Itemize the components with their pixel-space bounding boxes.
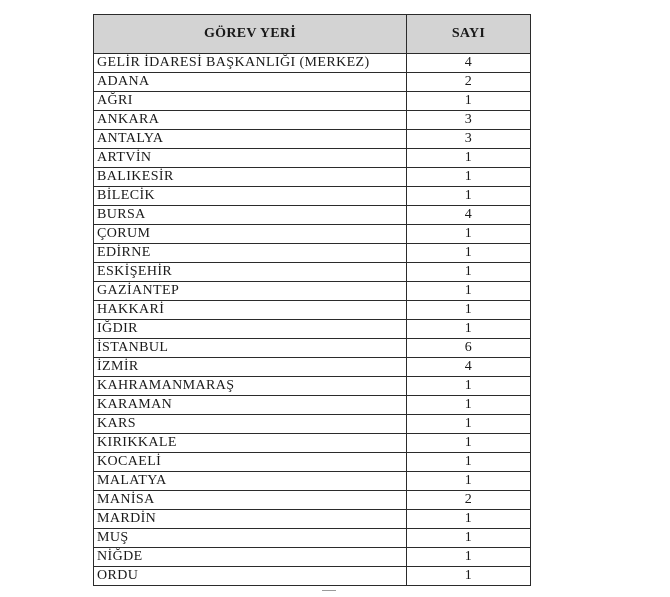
location-cell: IĞDIR [94,320,407,339]
count-cell: 4 [407,206,531,225]
table-row [94,206,531,225]
location-cell: MALATYA [94,472,407,491]
table-row [94,434,531,453]
count-cell: 1 [407,187,531,206]
count-cell: 1 [407,320,531,339]
location-cell: KARS [94,415,407,434]
table-row [94,529,531,548]
table-row [94,472,531,491]
count-cell: 2 [407,491,531,510]
count-cell: 2 [407,73,531,92]
count-cell: 1 [407,168,531,187]
table-row [94,149,531,168]
location-cell: ADANA [94,73,407,92]
count-cell: 1 [407,510,531,529]
table-row [94,282,531,301]
document-page [93,14,531,586]
table-row [94,168,531,187]
table-row [94,510,531,529]
location-cell: KAHRAMANMARAŞ [94,377,407,396]
location-cell: ANKARA [94,111,407,130]
location-cell: İSTANBUL [94,339,407,358]
count-cell: 1 [407,567,531,586]
count-cell: 1 [407,377,531,396]
location-cell: İZMİR [94,358,407,377]
header-count: SAYI [407,15,531,54]
location-cell: MUŞ [94,529,407,548]
count-cell: 1 [407,396,531,415]
table-header-row [94,15,531,54]
location-cell: GAZİANTEP [94,282,407,301]
table-row [94,225,531,244]
location-cell: BALIKESİR [94,168,407,187]
table-row [94,358,531,377]
location-cell: NİĞDE [94,548,407,567]
count-cell: 3 [407,111,531,130]
page-edge-mark [322,590,336,595]
location-cell: MARDİN [94,510,407,529]
table-row [94,491,531,510]
count-cell: 1 [407,282,531,301]
table-row [94,396,531,415]
table-row [94,377,531,396]
location-cell: ÇORUM [94,225,407,244]
table-row [94,54,531,73]
count-cell: 1 [407,92,531,111]
count-cell: 1 [407,149,531,168]
count-cell: 4 [407,358,531,377]
count-cell: 1 [407,453,531,472]
table-row [94,415,531,434]
location-cell: KARAMAN [94,396,407,415]
count-cell: 1 [407,434,531,453]
location-cell: HAKKARİ [94,301,407,320]
location-cell: AĞRI [94,92,407,111]
table-row [94,567,531,586]
table-row [94,320,531,339]
location-cell: BURSA [94,206,407,225]
header-location: GÖREV YERİ [94,15,407,54]
table-row [94,453,531,472]
location-cell: EDİRNE [94,244,407,263]
location-cell: ESKİŞEHİR [94,263,407,282]
table-body [94,54,531,586]
count-cell: 1 [407,548,531,567]
location-cell: BİLECİK [94,187,407,206]
count-cell: 1 [407,263,531,282]
location-cell: GELİR İDARESİ BAŞKANLIĞI (MERKEZ) [94,54,407,73]
count-cell: 4 [407,54,531,73]
location-cell: ANTALYA [94,130,407,149]
location-cell: MANİSA [94,491,407,510]
location-cell: ARTVİN [94,149,407,168]
count-cell: 3 [407,130,531,149]
table-row [94,111,531,130]
count-cell: 1 [407,415,531,434]
table-row [94,73,531,92]
assignment-table [93,14,531,586]
location-cell: KOCAELİ [94,453,407,472]
count-cell: 1 [407,529,531,548]
table-row [94,339,531,358]
table-row [94,263,531,282]
table-row [94,187,531,206]
table-row [94,301,531,320]
table-row [94,244,531,263]
count-cell: 1 [407,472,531,491]
location-cell: KIRIKKALE [94,434,407,453]
count-cell: 6 [407,339,531,358]
count-cell: 1 [407,244,531,263]
table-row [94,548,531,567]
count-cell: 1 [407,225,531,244]
table-row [94,130,531,149]
table-row [94,92,531,111]
count-cell: 1 [407,301,531,320]
location-cell: ORDU [94,567,407,586]
